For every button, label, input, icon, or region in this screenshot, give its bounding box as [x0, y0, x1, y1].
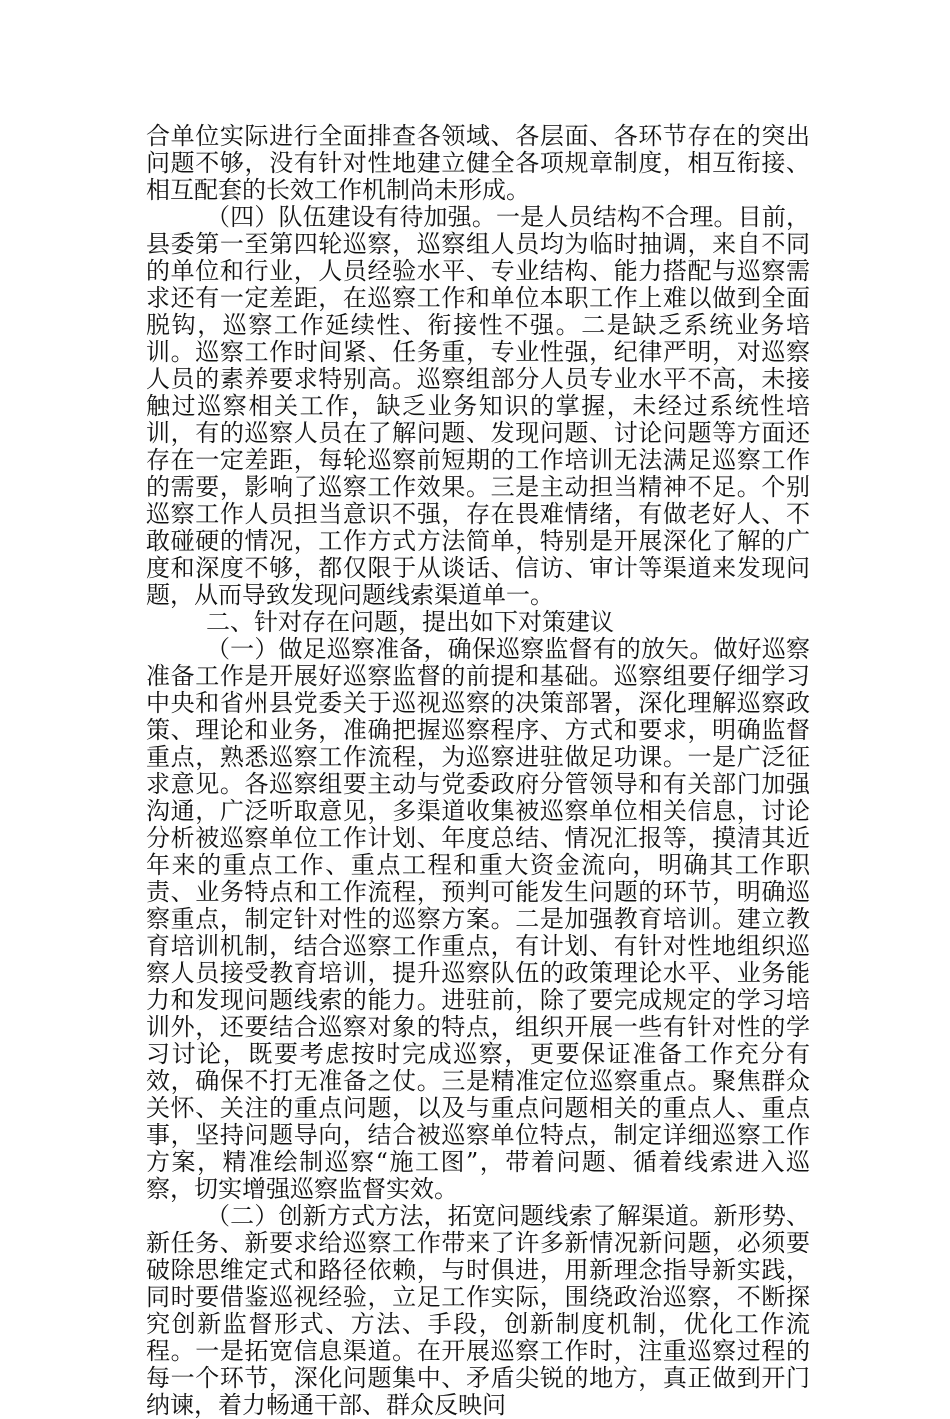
paragraph-continuation: 合单位实际进行全面排查各领域、各层面、各环节存在的突出问题不够，没有针对性地建立健全各项规章制度，相互衔接、相互配套的长效工作机制尚未形成。	[146, 122, 810, 204]
document-body	[146, 123, 810, 1419]
paragraph-inspection-preparation: （一）做足巡察准备，确保巡察监督有的放矢。做好巡察准备工作是开展好巡察监督的前提和基础。巡察组要仔细学习中央和省州县党委关于巡视巡察的决策部署，深化理解巡察政策、理论和业务，准确把握巡察程序、方式和要求，明确监督重点，熟悉巡察工作流程，为巡察进驻做足功课。一是广泛征求意见。各巡察组要主动与党委政府分管领导和有关部门加强沟通，广泛听取意见，多渠道收集被巡察单位相关信息，讨论分析被巡察单位工作计划、年度总结、情况汇报等，摸清其近年来的重点工作、重点工程和重大资金流向，明确其工作职责、业务特点和工作流程，预判可能发生问题的环节，明确巡察重点，制定针对性的巡察方案。二是加强教育培训。建立教育培训机制，结合巡察工作重点，有计划、有针对性地组织巡察人员接受教育培训，提升巡察队伍的政策理论水平、业务能力和发现问题线索的能力。进驻前，除了要完成规定的学习培训外，还要结合巡察对象的特点，组织开展一些有针对性的学习讨论，既要考虑按时完成巡察，更要保证准备工作充分有效，确保不打无准备之仗。三是精准定位巡察重点。聚焦群众关怀、关注的重点问题，以及与重点问题相关的重点人、重点事，坚持问题导向，结合被巡察单位特点，制定详细巡察工作方案，精准绘制巡察“施工图”，带着问题、循着线索进入巡察，切实增强巡察监督实效。	[146, 635, 810, 1203]
paragraph-team-building: （四）队伍建设有待加强。一是人员结构不合理。目前，县委第一至第四轮巡察，巡察组人员均为临时抽调，来自不同的单位和行业，人员经验水平、专业结构、能力搭配与巡察需求还有一定差距，在巡察工作和单位本职工作上难以做到全面脱钩，巡察工作延续性、衔接性不强。二是缺乏系统业务培训。巡察工作时间紧、任务重，专业性强，纪律严明，对巡察人员的素养要求特别高。巡察组部分人员专业水平不高，未接触过巡察相关工作，缺乏业务知识的掌握，未经过系统性培训，有的巡察人员在了解问题、发现问题、讨论问题等方面还存在一定差距，每轮巡察前短期的工作培训无法满足巡察工作的需要，影响了巡察工作效果。三是主动担当精神不足。个别巡察工作人员担当意识不强，存在畏难情绪，有做老好人、不敢碰硬的情况，工作方式方法简单，特别是开展深化了解的广度和深度不够，都仅限于从谈话、信访、审计等渠道来发现问题，从而导致发现问题线索渠道单一。	[146, 203, 810, 609]
section-heading: 二、针对存在问题，提出如下对策建议	[206, 608, 614, 636]
paragraph-innovation-methods: （二）创新方式方法，拓宽问题线索了解渠道。新形势、新任务、新要求给巡察工作带来了许多新情况新问题，必须要破除思维定式和路径依赖，与时俱进，用新理念指导新实践，同时要借鉴巡视经验，立足工作实际，围绕政治巡察，不断探究创新监督形式、方法、手段，创新制度机制，优化工作流程。一是拓宽信息渠道。在开展巡察工作时，注重巡察过程的每一个环节，深化问题集中、矛盾尖锐的地方，真正做到开门纳谏，着力畅通干部、群众反映问	[146, 1202, 810, 1419]
